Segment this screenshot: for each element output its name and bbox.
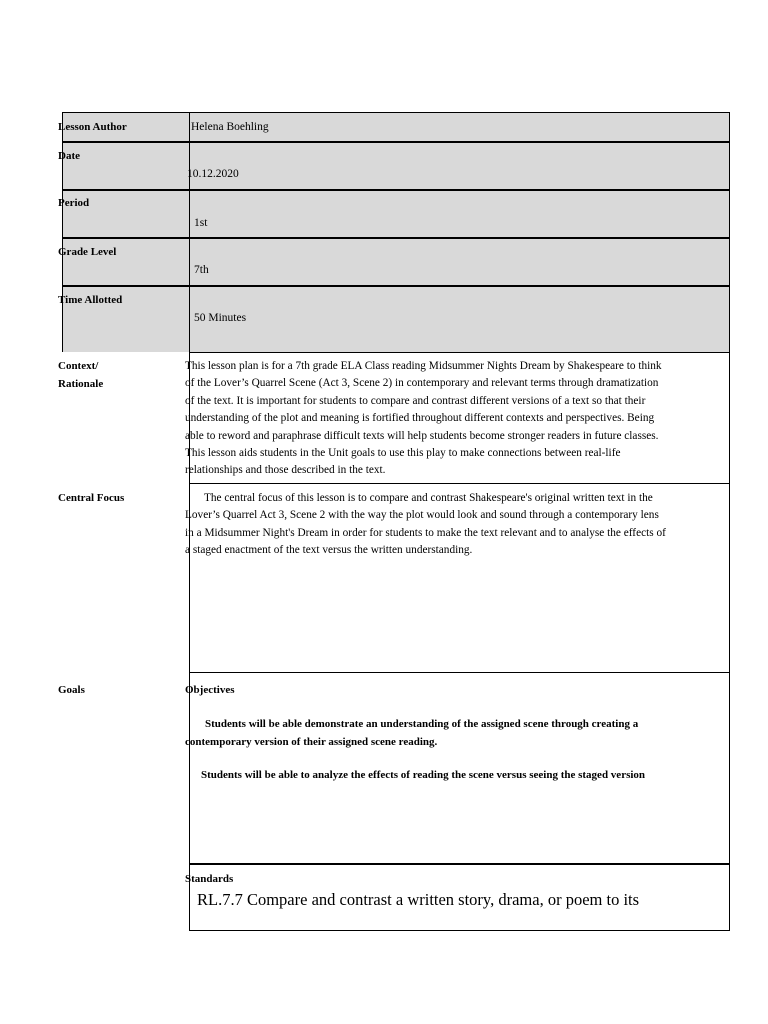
row-shade-time <box>62 285 730 352</box>
focus-line: a staged enactment of the text versus the written understanding. <box>185 544 473 557</box>
row-divider <box>189 352 730 353</box>
context-line: relationships and those described in the text. <box>185 464 386 477</box>
context-line: understanding of the plot and meaning is fortified throughout different contexts and perspectives. Being <box>185 412 655 425</box>
time-allotted-value: 50 Minutes <box>194 312 247 324</box>
lesson-author-value: Helena Boehling <box>191 121 269 133</box>
row-divider <box>62 141 730 143</box>
focus-line: Lover’s Quarrel Act 3, Scene 2 with the way the plot would look and sound through a contemporary lens <box>185 509 659 522</box>
row-shade-date <box>62 141 730 189</box>
lesson-author-label: Lesson Author <box>58 121 127 133</box>
row-shade-author <box>62 112 730 141</box>
goals-label: Goals <box>58 684 85 696</box>
time-allotted-label: Time Allotted <box>58 294 123 306</box>
row-divider <box>189 672 730 673</box>
focus-line: in a Midsummer Night's Dream in order for students to make the text relevant and to analyse the effects of <box>185 526 666 539</box>
standards-heading: Standards <box>185 873 234 885</box>
objective-2: Students will be able to analyze the effects of reading the scene versus seeing the staged version <box>201 769 646 781</box>
row-shade-period <box>62 189 730 237</box>
table-bottom-border <box>189 930 730 931</box>
objectives-heading: Objectives <box>185 684 235 696</box>
context-line: This lesson plan is for a 7th grade ELA Class reading Midsummer Nights Dream by Shakespeare to think <box>185 360 662 372</box>
row-divider <box>62 237 730 239</box>
context-paragraph <box>185 358 730 480</box>
objective-1-line-1: Students will be able demonstrate an understanding of the assigned scene through creating a <box>205 718 639 730</box>
context-line: of the Lover’s Quarrel Scene (Act 3, Scene 2) in contemporary and relevant terms through dramatization <box>185 377 659 390</box>
row-shade-grade <box>62 237 730 285</box>
context-label: Context/ <box>58 360 99 372</box>
context-line: of the text. It is important for students to compare and contrast different versions of a text so that their <box>185 394 646 407</box>
grade-level-value: 7th <box>194 264 209 276</box>
period-value: 1st <box>194 217 208 229</box>
focus-line: The central focus of this lesson is to compare and contrast Shakespeare's original written text in the <box>204 492 653 504</box>
row-divider <box>189 863 730 865</box>
table-top-border <box>62 112 730 113</box>
rationale-label: Rationale <box>58 378 104 390</box>
central-focus-paragraph <box>185 490 730 560</box>
standard-rl-7-7: RL.7.7 Compare and contrast a written story, drama, or poem to its <box>197 890 640 909</box>
row-divider <box>189 483 730 484</box>
objective-1-line-2: contemporary version of their assigned scene reading. <box>185 736 438 748</box>
period-label: Period <box>58 197 90 209</box>
central-focus-label: Central Focus <box>58 492 125 504</box>
row-divider <box>62 189 730 191</box>
context-line: able to reword and paraphrase difficult texts will help students become stronger readers in future classes. <box>185 429 659 442</box>
date-label: Date <box>58 150 80 162</box>
date-value: 10.12.2020 <box>187 168 239 180</box>
grade-level-label: Grade Level <box>58 246 117 258</box>
context-line: This lesson aids students in the Unit goals to use this play to make connections between real-life <box>185 447 621 460</box>
row-divider <box>62 285 730 287</box>
